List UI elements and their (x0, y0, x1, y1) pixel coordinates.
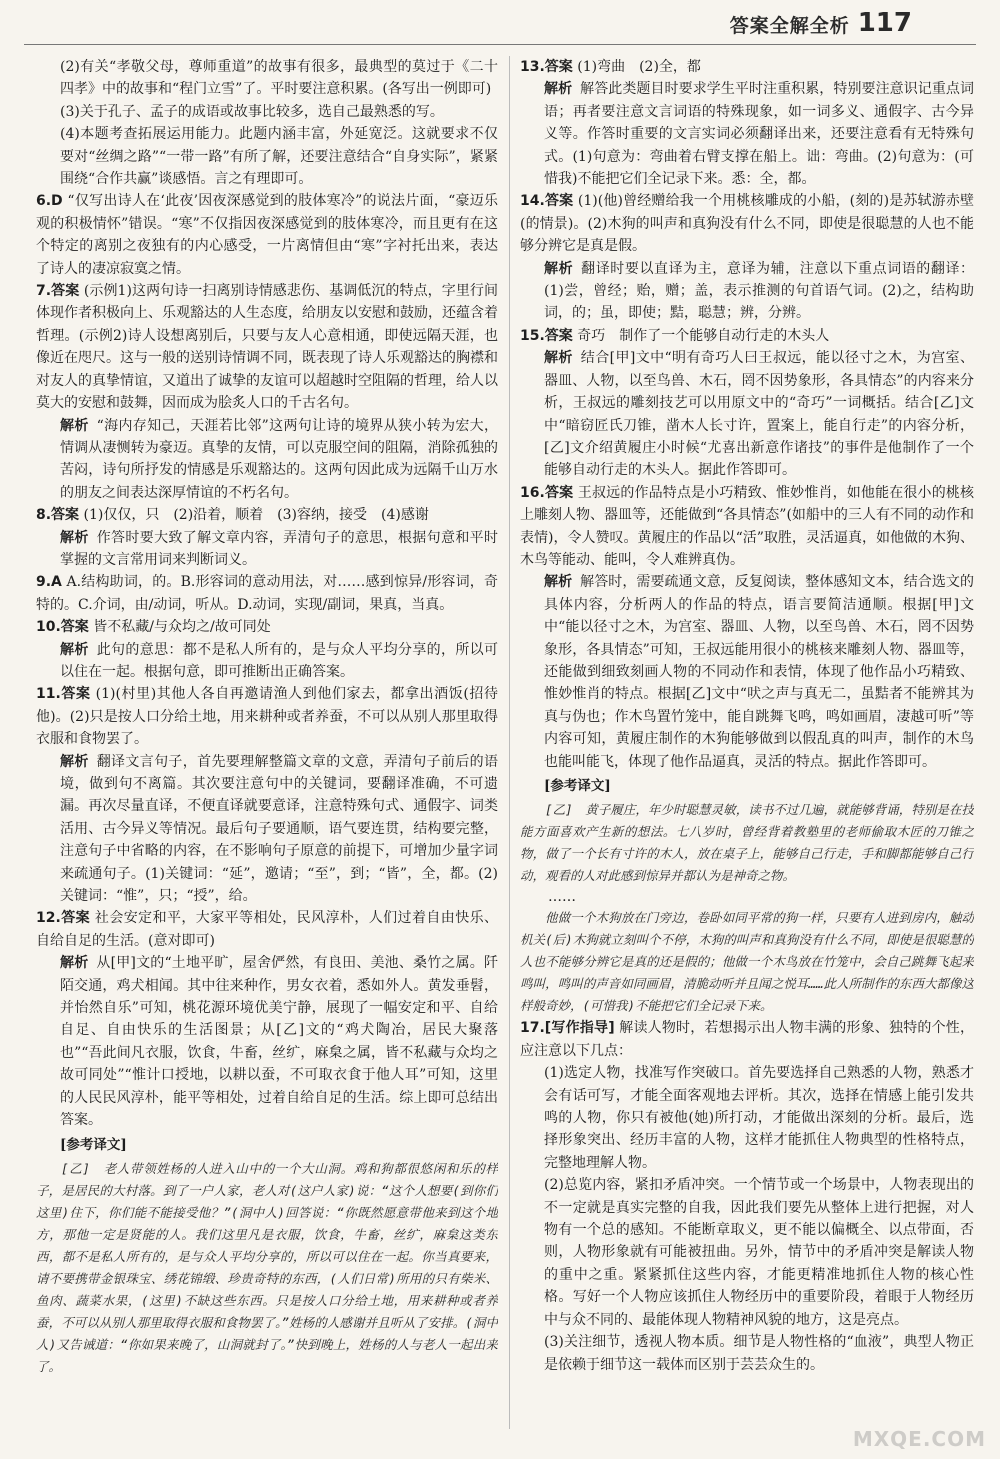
answer-item: 13.答案 (1)弯曲 (2)全，都 (520, 59, 701, 75)
answer-item: 16.答案 王叔远的作品特点是小巧精致、惟妙惟肖，如他能在很小的桃核上雕刻人物、器皿等，还能做到“各具情态”(如船中的三人有不同的动作和表情)，令人赞叹。黄履庄的作品以“活”取胜，灵活逼真，如他做的木狗、木鸟等能动、能叫，令人难辨真伪。 (520, 484, 974, 568)
paragraph: (4)本题考查拓展运用能力。此题内涵丰富，外延宽泛。这就要求不仅要对“丝绸之路”“一带一路”有所了解，还要注意结合“自身实际”，紧紧围绕“合作共赢”谈感悟。言之有理即可。 (60, 126, 498, 188)
paragraph: (2)总览内容，紧扣矛盾冲突。一个情节或一个场景中，人物表现出的不一定就是真实完整的自我，因此我们要先从整体上进行把握，对人物有一个总的感知。不能断章取义，更不能以偏概全、以点带面，否则，人物形象就有可能被扭曲。另外，情节中的矛盾冲突是解读人物的重中之重。紧紧抓住这些内容，才能更精准地抓住人物的核心性格。写好一个人物应该抓住人物经历中的重要阶段，着眼于人物经历中与众不同的、最能体现人物精神风貌的地方，这是亮点。 (544, 1177, 974, 1328)
answer-item: 6.D “仅写出诗人在‘此夜’因夜深感觉到的肢体寒冷”的说法片面，“豪迈乐观的积极情怀”错误。“寒”不仅指因夜深感觉到的肢体寒冷，而且更有在这个特定的离别之夜独有的内心感受，一片离情但由“寒”字衬托出来，表达了诗人的凄凉寂寞之情。 (36, 193, 498, 277)
reference-translation: [乙] 老人带领姓杨的人进入山中的一个大山洞。鸡和狗都很悠闲和乐的样子，是居民的大村落。到了一户人家，老人对(这户人家)说：“这个人想要(到你们这里)住下，你们能不能接受他？”(洞中人)回答说：“你既然愿意带他来到这个地方，那他一定是贤能的人。我们这里凡是衣服，饮食，牛畜，丝纩，麻枲这类东西，都不是私人所有的，是与众人平均分享的，所以可以住在一起。你当真要来，请不要携带金银珠宝、绣花锦缎、珍贵奇特的东西，(人们日常)所用的只有柴米、鱼肉、蔬菜水果，(这里)不缺这些东西。只是按人口分给土地，用来耕种或者养蚕，不可以从别人那里取得衣服和食物罢了。”姓杨的人感谢并且听从了安排。(洞中人)又告诫道：“你如果来晚了，山洞就封了。”快到晚上，姓杨的人与老人一起出来了。 (36, 1160, 498, 1374)
analysis: 解析 解答此类题目时要求学生平时注重积累，特别要注意识记重点词语；再者要注意文言词语的特殊现象，如一词多义、通假字、古今异义等。作答时重要的文言实词必须翻译出来，还要注意看有无特殊句式。(1)句意为：弯曲着右臂支撑在船上。诎：弯曲。(2)句意为：(可惜我)不能把它们全记录下来。悉：全，都。 (544, 81, 974, 188)
analysis: 解析 解答时，需要疏通文意，反复阅读，整体感知文本，结合选文的具体内容，分析两人的作品的特点，语言要简洁通顺。根据[甲]文中“能以径寸之木，为宫室、器皿、人物，以至鸟兽、木石，罔不因势象形，各具情态”可知，王叔远能用很小的桃核来雕刻人物、器皿等，还能做到细致刻画人物的不同动作和表情，体现了他作品小巧精致、惟妙惟肖的特点。根据[乙]文中“吠之声与真无二，虽黠者不能辨其为真与伪也；作木鸟置竹笼中，能自跳舞飞鸣，鸣如画眉，凄越可听”等内容可知，黄履庄制作的木狗能够做到以假乱真的叫声，制作的木鸟也能叫能飞，体现了他作品逼真，灵活的特点。据此作答即可。 (544, 574, 974, 770)
analysis: 解析 “海内存知己，天涯若比邻”这两句让诗的境界从狭小转为宏大，情调从凄恻转为豪迈。真挚的友情，可以克服空间的阻隔，消除孤独的苦闷，诗句所抒发的情感是乐观豁达的。这两句因此成为远隔千山万水的朋友之间表达深厚情谊的不朽名句。 (60, 417, 498, 501)
column-divider (509, 56, 510, 1429)
header-title: 答案全解全析 (729, 15, 850, 37)
answer-item: 14.答案 (1)(他)曾经赠给我一个用桃核雕成的小船，(刻的)是苏轼游赤壁(的情景)。(2)木狗的叫声和真狗没有什么不同，即使是很聪慧的人也不能够分辨它是真是假。 (520, 193, 974, 255)
watermark: MXQE.COM (852, 1427, 986, 1451)
answer-item: 7.答案 (示例1)这两句诗一扫离别诗情感悲伤、基调低沉的特点，字里行间体现作者积极向上、乐观豁达的人生态度，给朋友以安慰和鼓励，还蕴含着哲理。(示例2)诗人设想离别后，只要与友人心意相通，即使远隔天涯，也像近在咫尺。这与一般的送别诗情调不同，既表现了诗人乐观豁达的胸襟和对友人的真挚情谊，又道出了诚挚的友谊可以超越时空阻隔的哲理，给人以莫大的安慰和鼓舞，因而成为脍炙人口的千古名句。 (36, 283, 498, 412)
reference-translation-heading: [参考译文] (60, 1136, 127, 1153)
analysis: 解析 作答时要大致了解文章内容，弄清句子的意思，根据句意和平时掌握的文言常用词来判断词义。 (60, 529, 498, 568)
answer-item: 15.答案 奇巧 制作了一个能够自动行走的木头人 (520, 327, 830, 344)
left-column (36, 56, 498, 1429)
ellipsis: …… (548, 889, 576, 906)
analysis: 解析 结合[甲]文中“明有奇巧人曰王叔远，能以径寸之木，为宫室、器皿、人物，以至鸟兽、木石，罔不因势象形，各具情态”的内容来分析，王叔远的雕刻技艺可以用原文中的“奇巧”一词概括。结合[乙]文中“暗窃匠氏刀锥，凿木人长寸许，置案上，能自行走”的内容分析，[乙]文介绍黄履庄小时候“尤喜出新意作诸技”的事件是他制作了一个能够自动行走的木头人。据此作答即可。 (544, 350, 974, 479)
paragraph: (1)选定人物，找准写作突破口。首先要选择自己熟悉的人物，熟悉才会有话可写，才能全面客观地去评析。其次，选择在情感上能引发共鸣的人物，你只有被他(她)所打动，才能做出深刻的分析。最后，选择形象突出、经历丰富的人物，这样才能抓住人物典型的性格特点，完整地理解人物。 (544, 1065, 974, 1171)
header-rule (24, 44, 976, 45)
right-column (520, 56, 974, 1429)
answer-item: 8.答案 (1)仅仅，只 (2)沿着，顺着 (3)容纳，接受 (4)感谢 (36, 507, 429, 524)
paragraph: (2)有关“孝敬父母，尊师重道”的故事有很多，最典型的莫过于《二十四孝》中的故事和“程门立雪”了。平时要注意积累。(各写出一例即可) (60, 59, 498, 98)
paragraph: (3)关于孔子、孟子的成语或故事比较多，选自己最熟悉的写。 (60, 103, 444, 120)
page-header (730, 8, 912, 38)
reference-translation: 他做一个木狗放在门旁边，卷卧如同平常的狗一样，只要有人进到房内，触动机关(后)木狗就立刻叫个不停，木狗的叫声和真狗没有什么不同，即使是很聪慧的人也不能够分辨它是真的还是假的；他做一个木鸟放在竹笼中，会自己跳舞飞起来鸣叫，鸣叫的声音如同画眉，清脆动听并且闻之悦耳……此人所制作的东西大都像这样般奇妙，(可惜我)不能把它们全记录下来。 (520, 910, 974, 1014)
answer-item: 9.A A.结构助词，的。B.形容词的意动用法，对……感到惊异/形容词，奇特的。C.介词，由/动词，听从。D.动词，实现/副词，果真，当真。 (36, 574, 498, 613)
answer-item: 10.答案 皆不私藏/与众均之/故可同处 (36, 619, 271, 636)
analysis: 解析 翻译时要以直译为主，意译为辅，注意以下重点词语的翻译：(1)尝，曾经；贻，赠；盖，表示推测的句首语气词。(2)之，结构助词，的；虽，即使；黠，聪慧；辨，分辨。 (544, 260, 974, 322)
analysis: 解析 翻译文言句子，首先要理解整篇文章的文意，弄清句子前后的语境，做到句不离篇。其次要注意句中的关键词，要翻译准确，不可遗漏。再次尽量直译，不便直译就要意译，注意特殊句式、通假字、词类活用、古今异义等情况。最后句子要通顺，语气要连贯，结构要完整，注意句子中省略的内容，在不影响句子原意的前提下，可增加少量字词来疏通句子。(1)关键词：“延”，邀请；“至”，到；“皆”，全，都。(2)关键词：“惟”，只；“授”，给。 (60, 753, 498, 905)
reference-translation-heading: [参考译文] (544, 778, 611, 794)
analysis: 解析 从[甲]文的“土地平旷，屋舍俨然，有良田、美池、桑竹之属。阡陌交通，鸡犬相闻。其中往来种作，男女衣着，悉如外人。黄发垂髫，并怡然自乐”可知，桃花源环境优美宁静，展现了一幅安定和平、自给自足、自由快乐的生活图景；从[乙]文的“鸡犬陶冶，居民大聚落也”“吾此间凡衣服，饮食，牛畜，丝纩，麻枲之属，皆不私藏与众均之故可同处”“惟计口授地，以耕以蚕，不可取衣食于他人耳”可知，这里的人民民风淳朴，能平等相处，过着自给自足的生活。综上即可总结出答案。 (60, 955, 498, 1129)
paragraph: (3)关注细节，透视人物本质。细节是人物性格的“血液”，典型人物正是依赖于细节这一载体而区别于芸芸众生的。 (544, 1334, 974, 1373)
page-number: 117 (857, 8, 912, 38)
analysis: 解析 此句的意思：都不是私人所有的，是与众人平均分享的，所以可以住在一起。根据句意，即可推断出正确答案。 (60, 641, 498, 680)
reference-translation: [乙] 黄子履庄，年少时聪慧灵敏，读书不过几遍，就能够背诵，特别是在技能方面喜欢产生新的想法。七八岁时，曾经背着教塾里的老师偷取木匠的刀锥之物，做了一个长有寸许的木人，放在桌子上，能够自己行走，手和脚都能够自己行动，观看的人对此感到惊异并都认为是神奇之物。 (520, 802, 974, 884)
answer-item: 12.答案 社会安定和平，大家平等相处，民风淳朴，人们过着自由快乐、自给自足的生活。(意对即可) (36, 910, 498, 949)
writing-guide: 17.[写作指导] 解读人物时，若想揭示出人物丰满的形象、独特的个性，应注意以下几点： (520, 1020, 974, 1059)
answer-item: 11.答案 (1)(村里)其他人各自再邀请渔人到他们家去，都拿出酒饭(招待他)。(2)只是按人口分给土地，用来耕种或者养蚕，不可以从别人那里取得衣服和食物罢了。 (36, 686, 498, 748)
